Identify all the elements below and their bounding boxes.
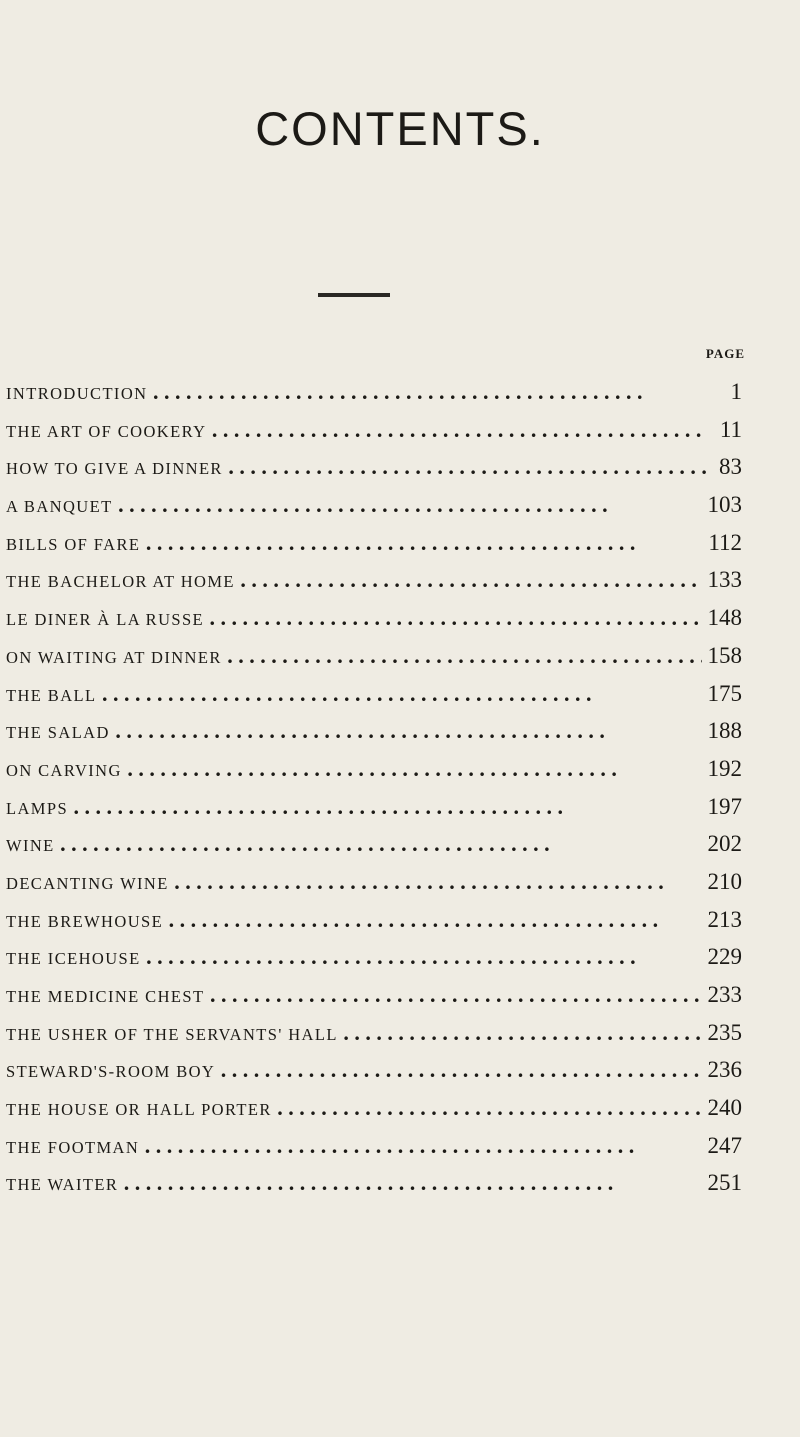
toc-entry[interactable] (6, 788, 742, 826)
toc-entry-page: 233 (707, 982, 742, 1007)
toc-entry[interactable] (6, 825, 742, 863)
dot-leader (163, 901, 701, 939)
toc-entry[interactable] (6, 524, 742, 562)
dot-leader (338, 1014, 702, 1052)
toc-entry-title: THE BACHELOR AT HOME (6, 572, 235, 592)
toc-entry-page: 251 (707, 1170, 742, 1196)
toc-entry-title: ON CARVING (6, 760, 122, 780)
toc-entry-page: 175 (707, 680, 742, 706)
toc-entry-title: STEWARD'S-ROOM BOY (6, 1062, 216, 1082)
toc-entry-page: 236 (707, 1057, 742, 1083)
toc-entry-title: THE BALL (6, 685, 97, 705)
toc-entry-title: THE USHER OF THE SERVANTS' HALL (6, 1024, 338, 1044)
toc-entry-title: THE WAITER (6, 1175, 119, 1195)
toc-entry-page: 133 (707, 567, 742, 593)
toc-entry-title: BILLS OF FARE (6, 534, 141, 554)
dot-leader (113, 486, 702, 524)
toc-entry[interactable] (6, 1164, 742, 1202)
toc-entry[interactable] (6, 561, 742, 599)
toc-entry-page: 103 (707, 492, 742, 518)
toc-entry-page: 197 (707, 793, 742, 819)
dot-leader (169, 863, 702, 901)
toc-entry-page: 148 (707, 605, 742, 631)
dot-leader (118, 1164, 701, 1202)
toc-entry[interactable] (6, 1127, 742, 1165)
toc-entry[interactable] (6, 675, 742, 713)
page-column-label: PAGE (705, 346, 745, 361)
dot-leader (215, 1051, 701, 1089)
toc-entry-page: 210 (707, 868, 742, 894)
toc-entry-title: THE FOOTMAN (6, 1137, 140, 1157)
toc-entry-title: WINE (6, 836, 55, 856)
toc-entry-page: 112 (708, 529, 742, 555)
toc-entry[interactable] (6, 938, 742, 976)
toc-entry[interactable] (6, 1089, 742, 1127)
toc-entry[interactable] (6, 448, 742, 486)
dot-leader (222, 637, 702, 675)
toc-entry[interactable] (6, 863, 742, 901)
dot-leader (141, 938, 702, 976)
toc-entry[interactable] (6, 976, 742, 1014)
dot-leader (139, 1127, 701, 1165)
page-title: CONTENTS. (255, 102, 545, 156)
toc-entry-title: HOW TO GIVE A DINNER (6, 459, 223, 479)
toc-entry-title: LE DINER À LA RUSSE (6, 610, 205, 630)
dot-leader (110, 712, 702, 750)
toc-entry[interactable] (6, 901, 742, 939)
dot-leader (235, 561, 702, 599)
dot-leader (122, 750, 702, 788)
toc-entry-title: A BANQUET (6, 497, 113, 517)
toc-entry-page: 83 (719, 454, 742, 480)
toc-entry-title: ON WAITING AT DINNER (6, 647, 222, 667)
toc-entry-page: 158 (707, 642, 742, 668)
toc-entry-page: 202 (707, 831, 742, 857)
toc-entry[interactable] (6, 712, 742, 750)
toc-entry[interactable] (6, 1014, 742, 1052)
toc-entry[interactable] (6, 411, 742, 449)
toc-entry[interactable] (6, 599, 742, 637)
toc-entry-page: 11 (719, 416, 742, 442)
dot-leader (206, 411, 713, 449)
toc-entry-page: 229 (707, 944, 742, 970)
dot-leader (204, 976, 701, 1014)
toc-entry-title: DECANTING WINE (6, 873, 169, 893)
dot-leader (223, 448, 713, 486)
toc-entry[interactable] (6, 750, 742, 788)
toc-entry[interactable] (6, 373, 742, 411)
toc-entry[interactable] (6, 1051, 742, 1089)
dot-leader (140, 524, 702, 562)
toc-entry-page: 188 (707, 718, 742, 744)
table-of-contents (6, 373, 742, 1202)
toc-entry-title: LAMPS (6, 798, 69, 818)
toc-entry-title: THE ICEHOUSE (6, 949, 141, 969)
toc-entry-title: THE BREWHOUSE (6, 911, 164, 931)
toc-entry-title: THE SALAD (6, 723, 110, 743)
toc-entry[interactable] (6, 486, 742, 524)
dot-leader (68, 788, 701, 826)
toc-entry-page: 1 (730, 379, 742, 404)
toc-entry-title: THE MEDICINE CHEST (6, 987, 205, 1006)
toc-entry-page: 240 (707, 1095, 742, 1121)
dot-leader (147, 373, 724, 411)
toc-entry-page: 213 (707, 906, 742, 932)
title-rule (318, 293, 390, 297)
dot-leader (204, 599, 701, 637)
toc-entry-page: 192 (707, 755, 742, 781)
toc-entry-title: THE HOUSE OR HALL PORTER (6, 1100, 272, 1120)
dot-leader (96, 675, 701, 713)
toc-entry-page: 235 (707, 1019, 742, 1045)
toc-entry[interactable] (6, 637, 742, 675)
dot-leader (272, 1089, 702, 1127)
toc-entry-title: THE ART OF COOKERY (6, 421, 207, 441)
dot-leader (55, 825, 702, 863)
toc-entry-title: INTRODUCTION (6, 384, 148, 403)
toc-entry-page: 247 (707, 1132, 742, 1158)
